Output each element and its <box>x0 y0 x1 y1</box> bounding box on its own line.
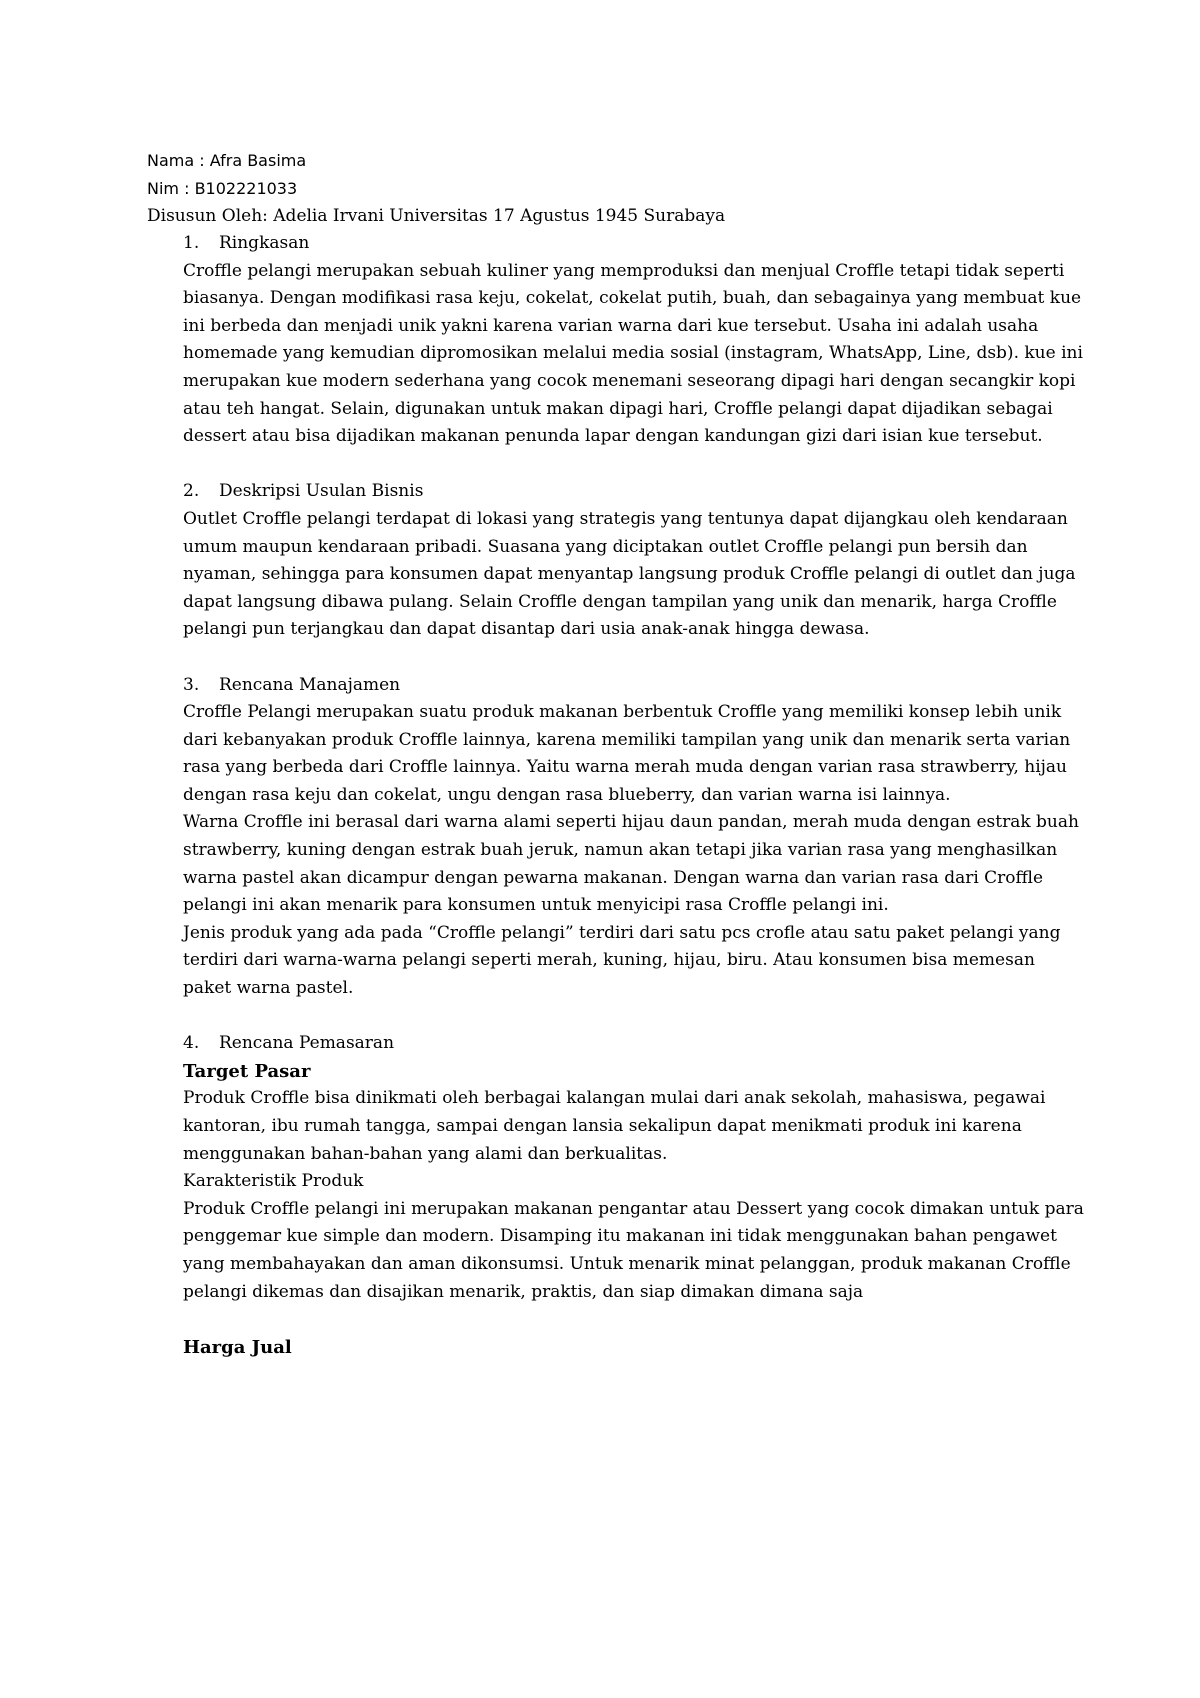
paragraph: Produk Croffle bisa dinikmati oleh berbagai kalangan mulai dari anak sekolah, mahasiswa, pegawai kantoran, ibu rumah tangga, sampai dengan lansia sekalipun dapat menikmati produk ini karena menggunakan bahan-bahan yang alami dan berkualitas. <box>183 1088 1046 1164</box>
paragraph: Croffle Pelangi merupakan suatu produk makanan berbentuk Croffle yang memiliki konsep lebih unik dari kebanyakan produk Croffle lainnya, karena memiliki tampilan yang unik dan menarik serta varian rasa yang berbeda dari Croffle lainnya. Yaitu warna merah muda dengan varian rasa strawberry, hijau dengan rasa keju dan cokelat, ungu dengan rasa blueberry, dan varian warna isi lainnya. <box>183 702 1071 805</box>
section-ringkasan <box>147 230 1087 451</box>
section-number: 1. <box>183 233 200 253</box>
section-deskripsi <box>147 478 1087 644</box>
paragraph: Outlet Croffle pelangi terdapat di lokasi yang strategis yang tentunya dapat dijangkau oleh kendaraan umum maupun kendaraan pribadi. Suasana yang diciptakan outlet Croffle pelangi pun bersih dan nyaman, sehingga para konsumen dapat menyantap langsung produk Croffle pelangi di outlet dan juga dapat langsung dibawa pulang. Selain Croffle dengan tampilan yang unik dan menarik, harga Croffle pelangi pun terjangkau dan dapat disantap dari usia anak-anak hingga dewasa. <box>183 508 1076 640</box>
section-title: Deskripsi Usulan Bisnis <box>219 481 424 502</box>
harga-jual-heading: Harga Jual <box>183 1336 292 1358</box>
section-number: 3. <box>183 674 200 695</box>
paragraph: Croffle pelangi merupakan sebuah kuliner yang memproduksi dan menjual Croffle tetapi tidak seperti biasanya. Dengan modifikasi rasa keju, cokelat, cokelat putih, buah, dan sebagainya yang membuat kue ini berbeda dan menjadi unik yakni karena varian warna dari kue tersebut. Usaha ini adalah usaha homemade yang kemudian dipromosikan melalui media sosial (instagram, WhatsApp, Line, dsb). kue ini merupakan kue modern sederhana yang cocok menemani seseorang dipagi hari dengan secangkir kopi atau teh hangat. Selain, digunakan untuk makan dipagi hari, Croffle pelangi dapat dijadikan sebagai dessert atau bisa dijadikan makanan penunda lapar dengan kandungan gizi dari isian kue tersebut. <box>183 260 1083 447</box>
student-nim: Nim : B102221033 <box>147 179 298 198</box>
student-name: Nama : Afra Basima <box>147 151 307 170</box>
section-heading <box>183 1030 1087 1058</box>
section-heading <box>183 672 1087 700</box>
section-heading <box>183 230 1087 258</box>
paragraph: Produk Croffle pelangi ini merupakan makanan pengantar atau Dessert yang cocok dimakan untuk para penggemar kue simple dan modern. Disamping itu makanan ini tidak menggunakan bahan pengawet yang membahayakan dan aman dikonsumsi. Untuk menarik minat pelanggan, produk makanan Croffle pelangi dikemas dan disajikan menarik, praktis, dan siap dimakan dimana saja <box>183 1198 1084 1302</box>
paragraph: Warna Croffle ini berasal dari warna alami seperti hijau daun pandan, merah muda dengan estrak buah strawberry, kuning dengan estrak buah jeruk, namun akan tetapi jika varian rasa yang menghasilkan warna pastel akan dicampur dengan pewarna makanan. Dengan warna dan varian rasa dari Croffle pelangi ini akan menarik para konsumen untuk menyicipi rasa Croffle pelangi ini. <box>183 812 1079 916</box>
karakteristik-heading: Karakteristik Produk <box>183 1171 364 1192</box>
section-title: Rencana Pemasaran <box>219 1033 395 1054</box>
section-manajemen <box>147 672 1087 1003</box>
target-pasar-heading: Target Pasar <box>183 1060 311 1082</box>
document-page <box>147 147 1087 1361</box>
section-number: 2. <box>183 481 200 502</box>
author-line: Disusun Oleh: Adelia Irvani Universitas 17 Agustus 1945 Surabaya <box>147 206 726 226</box>
section-heading <box>183 478 1087 506</box>
paragraph: Jenis produk yang ada pada “Croffle pelangi” terdiri dari satu pcs crofle atau satu paket pelangi yang terdiri dari warna-warna pelangi seperti merah, kuning, hijau, biru. Atau konsumen bisa memesan paket warna pastel. <box>183 922 1061 999</box>
section-title: Ringkasan <box>219 233 310 253</box>
section-pemasaran <box>147 1030 1087 1361</box>
section-title: Rencana Manajamen <box>219 674 401 695</box>
section-number: 4. <box>183 1033 200 1054</box>
